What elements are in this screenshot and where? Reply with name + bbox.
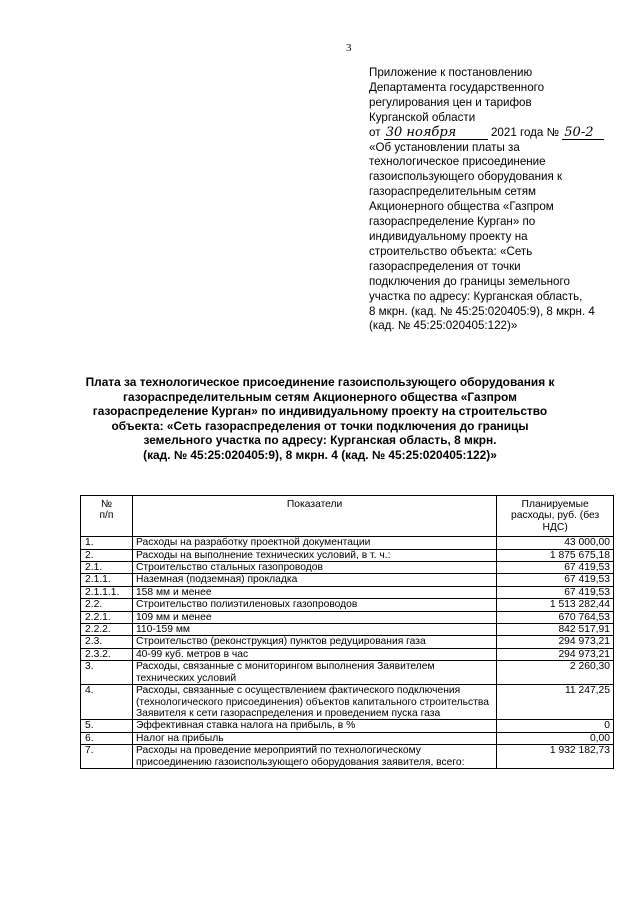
table-row (81, 685, 614, 720)
table-header-row (81, 496, 614, 537)
row-number: 2.3. (81, 636, 133, 648)
appendix-subject-line: «Об установлении платы за (369, 140, 520, 154)
header-num (81, 496, 133, 537)
document-title (70, 375, 570, 462)
row-number: 5. (81, 720, 133, 732)
title-line: земельного участка по адресу: Курганская область, 8 мкрн. (143, 433, 497, 447)
table-row (81, 562, 614, 574)
title-line: Плата за технологическое присоединение газоиспользующего оборудования к (85, 375, 555, 389)
row-indicator: Эффективная ставка налога на прибыль, в % (132, 720, 496, 732)
row-value: 0,00 (497, 732, 614, 744)
appendix-line: Департамента государственного (369, 80, 545, 94)
row-value: 11 247,25 (497, 685, 614, 720)
header-value-line: НДС) (542, 521, 568, 533)
row-indicator: 110-159 мм (132, 624, 496, 636)
row-number: 2.1.1. (81, 574, 133, 586)
appendix-subject-line: строительство объекта: «Сеть (369, 244, 533, 258)
appendix-block (369, 66, 619, 334)
appendix-subject-line: (кад. № 45:25:020405:122)» (369, 319, 518, 333)
table-body (81, 537, 614, 769)
row-indicator: Расходы на проведение мероприятий по технологическому присоединению газоиспользующего оборудования заявителя, всего: (132, 745, 496, 769)
table-row (81, 732, 614, 744)
header-num-line: № (100, 499, 112, 510)
table-row (81, 611, 614, 623)
costs-table (80, 495, 614, 769)
title-line: объекта: «Сеть газораспределения от точки подключения до границы (111, 418, 529, 433)
row-value: 1 875 675,18 (497, 549, 614, 561)
appendix-subject-line: Акционерного общества «Газпром (369, 200, 554, 214)
row-number: 2.1. (81, 562, 133, 574)
title-line: (кад. № 45:25:020405:9), 8 мкрн. 4 (кад. № 45:25:020405:122)» (143, 447, 497, 462)
row-number: 2.2.1. (81, 611, 133, 623)
row-indicator: Строительство стальных газопроводов (132, 562, 496, 574)
header-num-line: п/п (99, 510, 114, 522)
header-value (497, 496, 614, 537)
row-indicator: Строительство полиэтиленовых газопроводов (132, 599, 496, 611)
handwritten-number: 50-2 (562, 127, 604, 140)
row-value: 294 973,21 (497, 648, 614, 660)
appendix-subject-line: газораспределение Курган» по (369, 215, 536, 229)
year-text: 2021 года № (490, 125, 560, 139)
row-number: 1. (81, 537, 133, 549)
table-row (81, 661, 614, 685)
appendix-subject-line: технологическое присоединение (369, 155, 546, 169)
row-indicator: Расходы на выполнение технических условий, в т. ч.: (132, 549, 496, 561)
header-value-line: расходы, руб. (без (511, 510, 600, 522)
table-row (81, 574, 614, 586)
row-number: 2.1.1.1. (81, 586, 133, 598)
row-indicator: Расходы, связанные с мониторингом выполнения Заявителем технических условий (132, 661, 496, 685)
appendix-subject-line: индивидуальному проекту на (369, 229, 528, 243)
appendix-date-line (369, 126, 619, 141)
table-row (81, 648, 614, 660)
row-number: 3. (81, 661, 133, 685)
row-value: 2 260,30 (497, 661, 614, 685)
row-indicator: Расходы на разработку проектной документации (132, 537, 496, 549)
appendix-subject (369, 141, 619, 335)
row-number: 7. (81, 745, 133, 769)
row-indicator: 40-99 куб. метров в час (132, 648, 496, 660)
appendix-subject-line: газораспределительным сетям (369, 185, 536, 199)
row-value: 67 419,53 (497, 562, 614, 574)
appendix-line: Приложение к постановлению (369, 66, 533, 79)
table-row (81, 549, 614, 561)
row-value: 1 932 182,73 (497, 745, 614, 769)
title-line: газораспределительным сетям Акционерного общества «Газпром (123, 389, 517, 404)
title-line: газораспределение Курган» по индивидуальному проекту на строительство (92, 404, 548, 418)
row-indicator: 109 мм и менее (132, 611, 496, 623)
handwritten-date: 30 ноября (384, 127, 488, 140)
row-value: 0 (497, 720, 614, 732)
table-row (81, 745, 614, 769)
table-row (81, 624, 614, 636)
row-indicator: Наземная (подземная) прокладка (132, 574, 496, 586)
row-value: 842 517,91 (497, 624, 614, 636)
row-value: 294 973,21 (497, 636, 614, 648)
row-value: 67 419,53 (497, 586, 614, 598)
appendix-subject-line: 8 мкрн. (кад. № 45:25:020405:9), 8 мкрн. 4 (369, 304, 595, 318)
table-row (81, 599, 614, 611)
date-prefix: от (369, 125, 381, 139)
header-value-line: Планируемые (521, 499, 589, 510)
row-value: 670 764,53 (497, 611, 614, 623)
appendix-line: Курганской области (369, 110, 476, 124)
table-row (81, 636, 614, 648)
table-row (81, 537, 614, 549)
row-value: 67 419,53 (497, 574, 614, 586)
row-indicator: Налог на прибыль (132, 732, 496, 744)
row-number: 2. (81, 549, 133, 561)
row-value: 43 000,00 (497, 537, 614, 549)
table-row (81, 586, 614, 598)
appendix-subject-line: участка по адресу: Курганская область, (369, 289, 583, 303)
appendix-subject-line: газораспределения от точки (369, 259, 521, 273)
row-number: 2.3.2. (81, 648, 133, 660)
row-value: 1 513 282,44 (497, 599, 614, 611)
row-indicator: Строительство (реконструкция) пунктов редуцирования газа (132, 636, 496, 648)
row-indicator: 158 мм и менее (132, 586, 496, 598)
appendix-subject-line: газоиспользующего оборудования к (369, 170, 563, 184)
row-number: 6. (81, 732, 133, 744)
row-indicator: Расходы, связанные с осуществлением фактического подключения (технологического присоединения) объектов капитального строительства Заявителя к сети газораспределения и проведением пуска газа (132, 685, 496, 720)
table-row (81, 720, 614, 732)
appendix-subject-line: подключения до границы земельного (369, 274, 570, 288)
row-number: 2.2.2. (81, 624, 133, 636)
page-number: 3 (346, 42, 352, 54)
row-number: 4. (81, 685, 133, 720)
row-number: 2.2. (81, 599, 133, 611)
header-name: Показатели (132, 496, 496, 537)
appendix-line: регулирования цен и тарифов (369, 95, 532, 109)
